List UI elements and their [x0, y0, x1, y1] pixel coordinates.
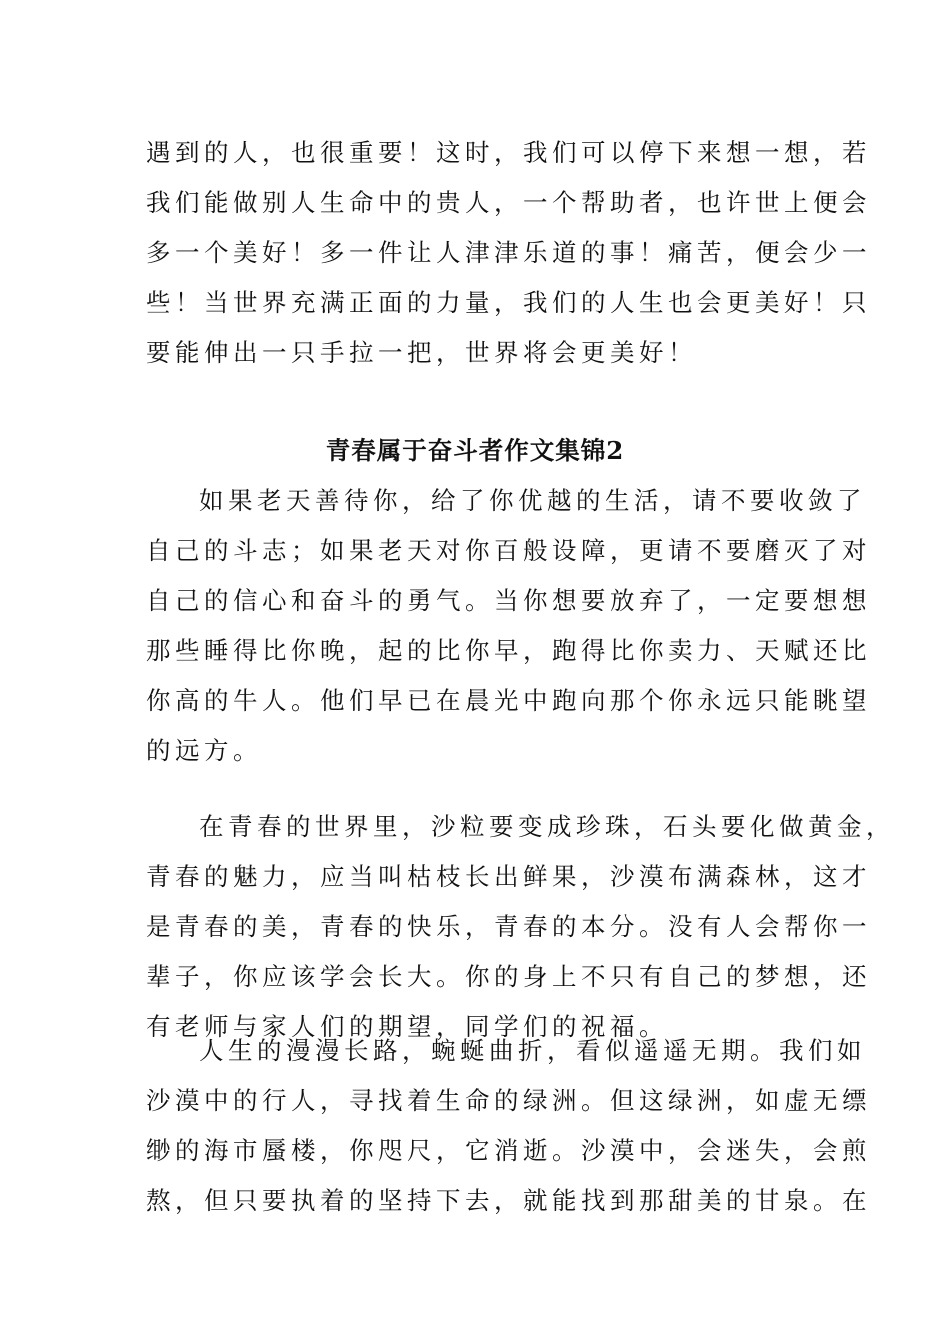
paragraph-line: 在青春的世界里，沙粒要变成珍珠，石头要化做黄金， — [199, 812, 895, 841]
paragraph-line: 有老师与家人们的期望，同学们的祝福。 — [146, 1012, 668, 1041]
section-title: 青春属于奋斗者作文集锦2 — [325, 436, 625, 465]
paragraph-line: 的远方。 — [146, 736, 262, 765]
paragraph-line: 多一个美好！多一件让人津津乐道的事！痛苦，便会少一 — [146, 238, 871, 267]
paragraph-line: 那些睡得比你晚，起的比你早，跑得比你卖力、天赋还比 — [146, 636, 871, 665]
paragraph-line: 熬，但只要执着的坚持下去，就能找到那甜美的甘泉。在 — [146, 1186, 871, 1215]
paragraph-line: 些！当世界充满正面的力量，我们的人生也会更美好！只 — [146, 288, 871, 317]
paragraph-line: 是青春的美，青春的快乐，青春的本分。没有人会帮你一 — [146, 912, 871, 941]
paragraph-line: 遇到的人，也很重要！这时，我们可以停下来想一想，若 — [146, 138, 871, 167]
paragraph-line: 要能伸出一只手拉一把，世界将会更美好！ — [146, 338, 697, 367]
paragraph-line: 辈子，你应该学会长大。你的身上不只有自己的梦想，还 — [146, 962, 871, 991]
paragraph-line: 如果老天善待你，给了你优越的生活，请不要收敛了 — [199, 486, 866, 515]
paragraph-line: 你高的牛人。他们早已在晨光中跑向那个你永远只能眺望 — [146, 686, 871, 715]
paragraph-line: 青春的魅力，应当叫枯枝长出鲜果，沙漠布满森林，这才 — [146, 862, 871, 891]
paragraph-line: 自己的信心和奋斗的勇气。当你想要放弃了，一定要想想 — [146, 586, 871, 615]
paragraph-line: 我们能做别人生命中的贵人，一个帮助者，也许世上便会 — [146, 188, 871, 217]
paragraph-line: 自己的斗志；如果老天对你百般设障，更请不要磨灭了对 — [146, 536, 871, 565]
paragraph-line: 沙漠中的行人，寻找着生命的绿洲。但这绿洲，如虚无缥 — [146, 1086, 871, 1115]
paragraph-line: 人生的漫漫长路，蜿蜒曲折，看似遥遥无期。我们如 — [199, 1036, 866, 1065]
paragraph-line: 缈的海市蜃楼，你咫尺，它消逝。沙漠中，会迷失，会煎 — [146, 1136, 871, 1165]
